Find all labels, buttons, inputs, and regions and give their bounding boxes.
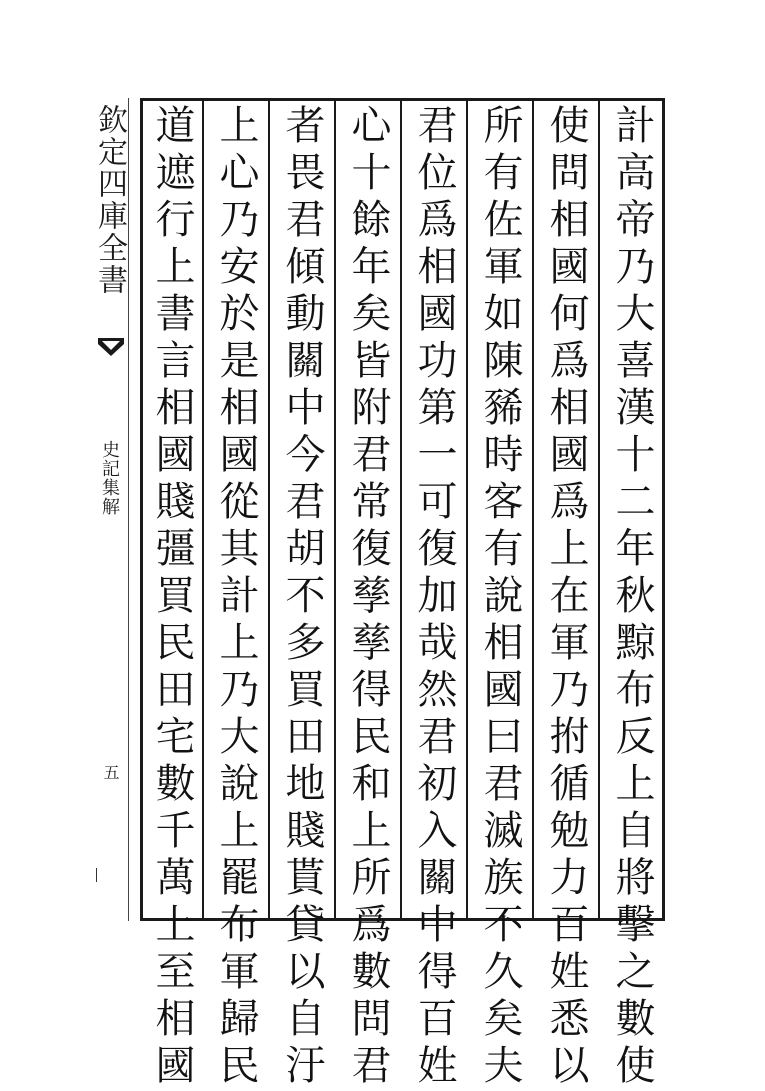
book-title: 史記集解 [99,440,120,516]
text-column-1: 計高帝乃大喜漢十二年秋黥布反上自將擊之數使 [609,104,655,1091]
column-rule [532,98,534,921]
column-rule [334,98,336,921]
text-column-5: 心十餘年矣皆附君常復孳孳得民和上所爲數問君 [345,104,391,1091]
page-number: 五 [101,764,120,780]
column-rule [400,98,402,921]
column-rule [598,98,600,921]
margin-rule [128,98,129,921]
library-title: 欽定四庫全書 [92,104,127,296]
text-column-2: 使問相國何爲相國爲上在軍乃拊循勉力百姓悉以 [543,104,589,1091]
text-column-7: 上心乃安於是相國從其計上乃大說上罷布軍歸民 [213,104,259,1091]
margin-tick [96,868,97,882]
column-rule [466,98,468,921]
text-column-6: 者畏君傾動關中今君胡不多買田地賤貰貸以自汙 [279,104,325,1091]
text-column-4: 君位爲相國功第一可復加哉然君初入關中得百姓 [411,104,457,1091]
text-column-8: 道遮行上書言相國賤彊買民田宅數千萬上至相國 [149,104,195,1091]
text-column-3: 所有佐軍如陳豨時客有說相國曰君滅族不久矣夫 [477,104,523,1091]
column-rule [268,98,270,921]
fish-tail-mark [96,334,126,360]
column-rule [202,98,204,921]
